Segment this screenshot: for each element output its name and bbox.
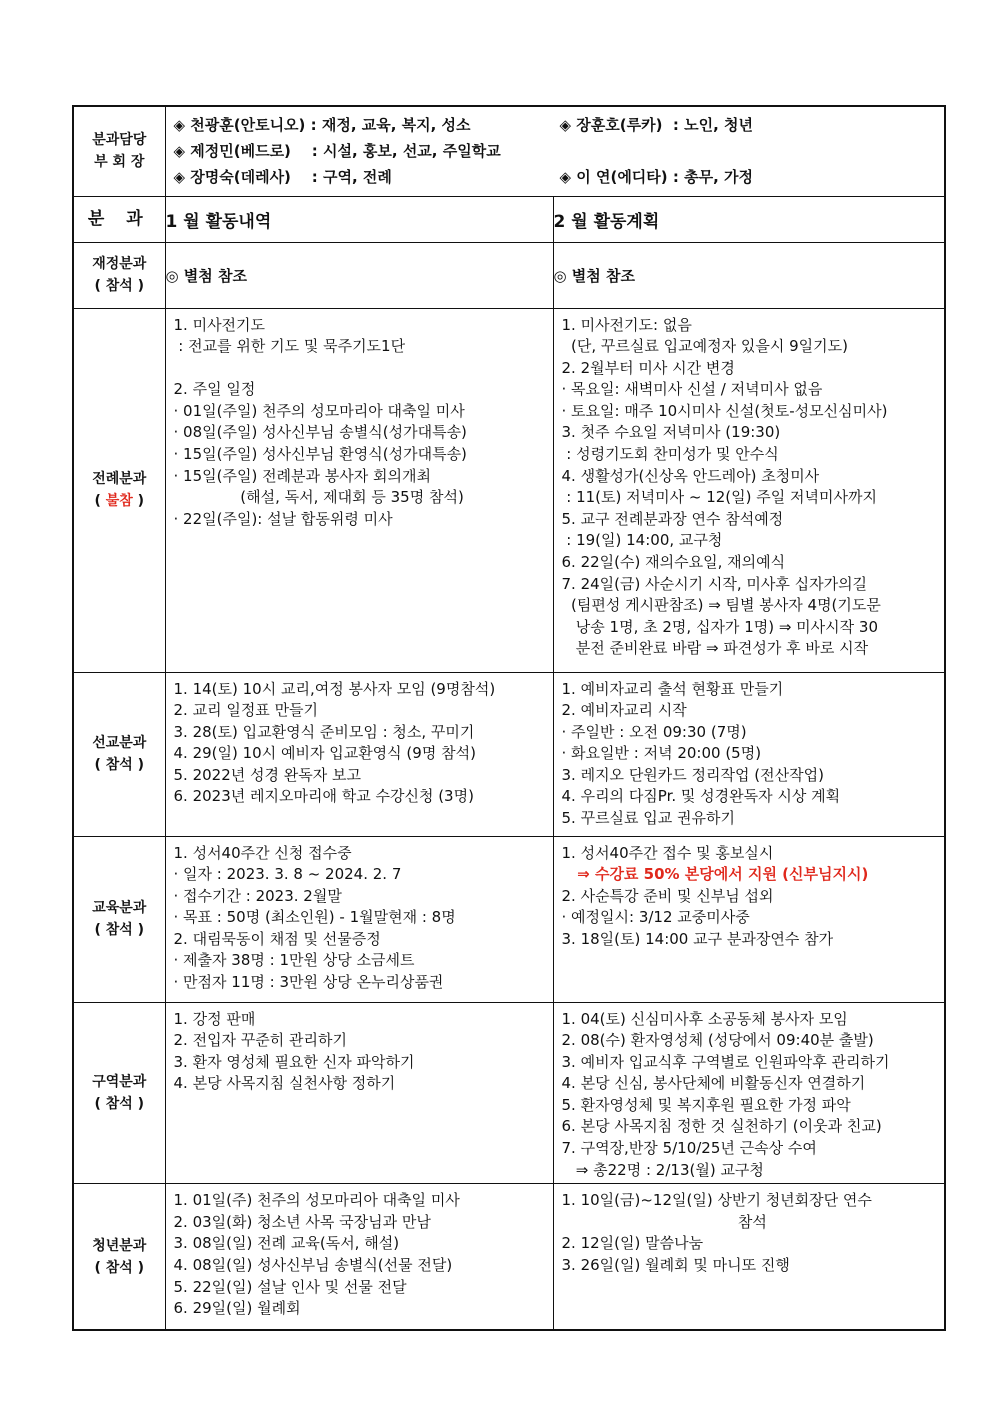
attendance-present: 참석 [105, 1095, 133, 1112]
division-name-cell [73, 672, 165, 836]
division-name-cell [73, 1184, 165, 1330]
activity-line: : 19(일) 14:00, 교구청 [561, 531, 723, 550]
activity-line: 참석 [561, 1212, 767, 1231]
activity-line: · 01일(주일) 천주의 성모마리아 대축일 미사 [173, 401, 465, 420]
monthly-report-table [72, 105, 946, 1331]
division-name: 교육분과 [92, 900, 147, 916]
activity-line: 3. 레지오 단원카드 정리작업 (전산작업) [561, 765, 824, 784]
activity-line: · 주일반 : 오전 09:30 (7명) [561, 722, 747, 741]
vice-president-label: 분과담당 부 회 장 [73, 106, 165, 196]
activity-line: 5. 환자영성체 및 복지후원 필요한 가정 파악 [561, 1095, 851, 1114]
division-name-cell [73, 836, 165, 1002]
activity-line: · 예정일시: 3/12 교중미사중 [561, 908, 750, 927]
activity-line: ⇒ 총22명 : 2/13(월) 교구청 [561, 1160, 764, 1179]
activity-line: 2. 예비자교리 시작 [561, 701, 687, 720]
activity-line: 2. 전입자 꾸준히 관리하기 [173, 1031, 348, 1050]
activity-line: (팀편성 게시판참조) ⇒ 팀별 봉사자 4명(기도문 [561, 596, 881, 615]
column-header-january: 1 월 활동내역 [165, 196, 553, 242]
attendance-present: 참석 [105, 922, 133, 938]
february-plans [553, 1184, 945, 1330]
activity-line: 낭송 1명, 초 2명, 십자가 1명) ⇒ 미사시작 30 [561, 617, 878, 636]
division-name: 청년분과 [92, 1237, 147, 1254]
division-name-cell [73, 1002, 165, 1184]
activity-line: 1. 예비자교리 출석 현황표 만들기 [561, 679, 784, 698]
activity-line: 2. 주일 일정 [173, 380, 256, 399]
activity-line: 1. 미사전기도: 없음 [561, 315, 692, 334]
january-activities [165, 1184, 553, 1330]
activity-line: 1. 성서40주간 신청 접수중 [173, 843, 352, 862]
attendance-present: 참석 [105, 1259, 133, 1276]
activity-line: 6. 22일(수) 재의수요일, 재의예식 [561, 553, 786, 572]
assignment-4: ◈ 장명숙(데레사) : 구역, 전례 [173, 168, 392, 186]
activity-line: 1. 01일(주) 천주의 성모마리아 대축일 미사 [173, 1191, 460, 1210]
division-row [73, 242, 945, 308]
division-name-cell [73, 242, 165, 308]
attendance-status: ( 참석 ) [94, 922, 145, 938]
activity-line: 1. 14(토) 10시 교리,여정 봉사자 모임 (9명참석) [173, 679, 496, 698]
activity-line: 4. 29(일) 10시 예비자 입교환영식 (9명 참석) [173, 744, 476, 763]
activity-line: 4. 생활성가(신상옥 안드레아) 초청미사 [561, 466, 820, 485]
assignment-2: ◈ 장훈호(루카) : 노인, 청년 [559, 116, 753, 134]
activity-line: 1. 04(토) 신심미사후 소공동체 봉사자 모임 [561, 1009, 848, 1028]
activity-line: 2. 대림묵동이 채점 및 선물증정 [173, 929, 381, 948]
activity-line: : 성령기도회 찬미성가 및 안수식 [561, 445, 779, 464]
activity-line: 2. 교리 일정표 만들기 [173, 701, 319, 720]
activity-line: · 08일(주일) 성사신부님 송별식(성가대특송) [173, 423, 467, 442]
activity-line: · 접수기간 : 2023. 2월말 [173, 886, 342, 905]
activity-line: 2. 03일(화) 청소년 사목 국장님과 만남 [173, 1212, 431, 1231]
activity-line: 5. 꾸르실료 입교 권유하기 [561, 809, 736, 828]
activity-line: 3. 08일(일) 전례 교육(독서, 해설) [173, 1234, 400, 1253]
division-name: 전례분과 [92, 471, 147, 487]
activity-line [174, 358, 549, 380]
attendance-present: 참석 [105, 278, 133, 294]
division-row [73, 672, 945, 836]
vice-president-assignments [165, 106, 945, 196]
activity-line: 1. 성서40주간 접수 및 홍보실시 [561, 843, 774, 862]
activity-line: · 제출자 38명 : 1만원 상당 소금세트 [173, 951, 415, 970]
assignment-5: ◈ 이 연(에디타) : 총무, 가정 [559, 168, 753, 186]
attendance-status: ( 불참 ) [94, 493, 145, 509]
attendance-absent: 불참 [105, 493, 133, 509]
february-plans [553, 836, 945, 1002]
assignment-3: ◈ 제정민(베드로) : 시설, 홍보, 선교, 주일학교 [173, 142, 501, 160]
attendance-status: ( 참석 ) [94, 757, 145, 773]
february-plans [553, 1002, 945, 1184]
january-activities: ◎ 별첨 참조 [165, 242, 553, 308]
activity-line: · 일자 : 2023. 3. 8 ~ 2024. 2. 7 [173, 865, 402, 884]
activity-line: 2. 08(수) 환자영성체 (성당에서 09:40분 출발) [561, 1031, 874, 1050]
activity-line: (해설, 독서, 제대회 등 35명 참석) [173, 488, 464, 507]
activity-line: 5. 2022년 성경 완독자 보고 [173, 765, 361, 784]
division-row [73, 1002, 945, 1184]
activity-line: : 11(토) 저녁미사 ~ 12(일) 주일 저녁미사까지 [561, 488, 877, 507]
attendance-status: ( 참석 ) [94, 1095, 145, 1112]
activity-line: 7. 24일(금) 사순시기 시작, 미사후 십자가의길 [561, 574, 868, 593]
activity-line: 3. 예비자 입교식후 구역별로 인원파악후 관리하기 [561, 1052, 890, 1071]
february-plans: ◎ 별첨 참조 [553, 242, 945, 308]
activity-line: : 전교를 위한 기도 및 묵주기도1단 [173, 337, 406, 356]
attendance-status: ( 참석 ) [94, 278, 145, 294]
column-header-february: 2 월 활동계획 [553, 196, 945, 242]
january-activities [165, 1002, 553, 1184]
activity-line: 1. 미사전기도 [173, 315, 266, 334]
activity-line: 7. 구역장,반장 5/10/25년 근속상 수여 [561, 1139, 817, 1158]
header-row [73, 106, 945, 196]
activity-line: 4. 08일(일) 성사신부님 송별식(선물 전달) [173, 1256, 453, 1275]
january-activities [165, 308, 553, 672]
division-row [73, 836, 945, 1002]
division-name: 재정분과 [92, 256, 147, 272]
division-rows [73, 242, 945, 1330]
division-row [73, 308, 945, 672]
activity-line: 3. 18일(토) 14:00 교구 분과장연수 참가 [561, 929, 834, 948]
activity-line: 5. 교구 전례분과장 연수 참석예정 [561, 509, 784, 528]
activity-line: 2. 2월부터 미사 시간 변경 [561, 358, 735, 377]
activity-line: 6. 2023년 레지오마리애 학교 수강신청 (3명) [173, 787, 474, 806]
activity-line: 2. 12일(일) 말씀나눔 [561, 1234, 704, 1253]
activity-line: · 만점자 11명 : 3만원 상당 온누리상품권 [173, 973, 444, 992]
division-name-cell [73, 308, 165, 672]
activity-line: (단, 꾸르실료 입교예정자 있을시 9일기도) [561, 337, 848, 356]
activity-line: 2. 사순특강 준비 및 신부님 섭외 [561, 886, 774, 905]
activity-line: 6. 29일(일) 월례회 [173, 1299, 301, 1318]
assignment-1: ◈ 천광훈(안토니오) : 재정, 교육, 복지, 성소 [173, 116, 471, 134]
highlighted-note: ⇒ 수강료 50% 본당에서 지원 (신부님지시) [561, 865, 869, 884]
activity-line: 3. 28(토) 입교환영식 준비모임 : 청소, 꾸미기 [173, 722, 475, 741]
column-header-row [73, 196, 945, 242]
activity-line: 3. 첫주 수요일 저녁미사 (19:30) [561, 423, 781, 442]
activity-line: · 15일(주일) 전례분과 봉사자 회의개최 [173, 466, 431, 485]
activity-line: 4. 본당 사목지침 실천사항 정하기 [173, 1074, 396, 1093]
attendance-status: ( 참석 ) [94, 1259, 145, 1276]
activity-line: 3. 26일(일) 월례회 및 마니또 진행 [561, 1256, 790, 1275]
activity-line: 5. 22일(일) 설날 인사 및 선물 전달 [173, 1277, 407, 1296]
division-row [73, 1184, 945, 1330]
division-name: 구역분과 [92, 1073, 147, 1090]
activity-line: 6. 본당 사목지침 정한 것 실천하기 (이웃과 친교) [561, 1117, 882, 1136]
activity-line: 1. 10일(금)~12일(일) 상반기 청년회장단 연수 [561, 1191, 872, 1210]
february-plans [553, 672, 945, 836]
column-header-category: 분 과 [73, 196, 165, 242]
attendance-present: 참석 [105, 757, 133, 773]
january-activities [165, 672, 553, 836]
activity-line: · 목표 : 50명 (최소인원) - 1월말현재 : 8명 [173, 908, 456, 927]
activity-line: 분전 준비완료 바람 ⇒ 파견성가 후 바로 시작 [561, 639, 869, 658]
february-plans [553, 308, 945, 672]
activity-line: · 15일(주일) 성사신부님 환영식(성가대특송) [173, 445, 467, 464]
activity-line: 3. 환자 영성체 필요한 신자 파악하기 [173, 1052, 415, 1071]
january-activities [165, 836, 553, 1002]
division-name: 선교분과 [92, 735, 147, 751]
activity-line: · 화요일반 : 저녁 20:00 (5명) [561, 744, 762, 763]
activity-line: · 22일(주일): 설날 합동위령 미사 [173, 509, 393, 528]
activity-line: 4. 본당 신심, 봉사단체에 비활동신자 연결하기 [561, 1074, 866, 1093]
activity-line: · 목요일: 새벽미사 신설 / 저녁미사 없음 [561, 380, 823, 399]
activity-line: 1. 강정 판매 [173, 1009, 256, 1028]
activity-line: 4. 우리의 다짐Pr. 및 성경완독자 시상 계획 [561, 787, 841, 806]
activity-line: · 토요일: 매주 10시미사 신설(첫토-성모신심미사) [561, 401, 888, 420]
